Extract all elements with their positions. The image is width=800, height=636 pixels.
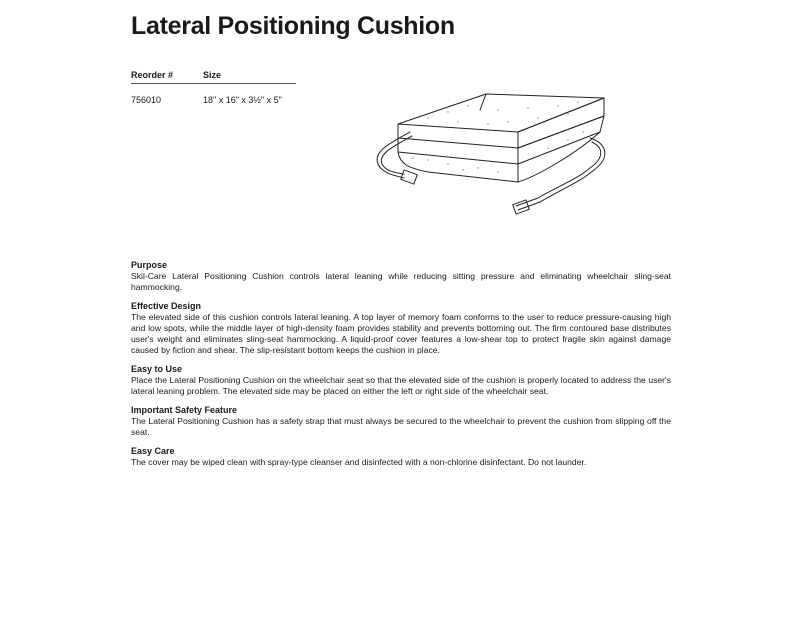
spec-table: [131, 70, 296, 105]
section-body: The cover may be wiped clean with spray-type cleanser and disinfected with a non-chlorine disinfectant. Do not launder.: [131, 457, 587, 467]
section-heading: Easy Care: [131, 446, 175, 456]
section-safety-feature: [131, 405, 671, 438]
section-easy-to-use: [131, 364, 671, 397]
section-body: Skil-Care Lateral Positioning Cushion controls lateral leaning while reducing sitting pressure and eliminating wheelchair sling-seat hammocking.: [131, 271, 671, 292]
size-header: Size: [203, 70, 222, 80]
section-body: The Lateral Positioning Cushion has a safety strap that must always be secured to the wheelchair to prevent the cushion from slipping off the seat.: [131, 416, 671, 437]
reorder-header: Reorder #: [131, 70, 174, 80]
description-content: [131, 260, 671, 476]
section-heading: Effective Design: [131, 301, 202, 311]
cushion-illustration: [368, 86, 613, 226]
section-heading: Purpose: [131, 260, 168, 270]
section-body: Place the Lateral Positioning Cushion on the wheelchair seat so that the elevated side of the cushion is properly located to address the user's lateral leaning problem. The elevated side may be placed on either the left or right side of the wheelchair seat.: [131, 375, 671, 396]
section-easy-care: [131, 446, 671, 468]
section-purpose: [131, 260, 671, 293]
spec-table-header: [131, 70, 296, 84]
table-row: [131, 95, 296, 105]
section-heading: Important Safety Feature: [131, 405, 238, 415]
section-heading: Easy to Use: [131, 364, 183, 374]
section-effective-design: [131, 301, 671, 356]
section-body: The elevated side of this cushion controls lateral leaning. A top layer of memory foam conforms to the user to reduce pressure-causing high and low spots, while the middle layer of high-density foam provides stability and prevents bottoming out. The firm contoured base distributes user's weight and eliminates sling-seat hammocking. A liquid-proof cover features a low-shear top to protect fragile skin against damage caused by fiction and shear. The slip-resistant bottom keeps the cushion in place.: [131, 312, 671, 355]
size-value: 18" x 16" x 3½" x 5": [203, 95, 282, 105]
page-title: Lateral Positioning Cushion: [131, 12, 455, 40]
reorder-number: 756010: [131, 95, 162, 105]
